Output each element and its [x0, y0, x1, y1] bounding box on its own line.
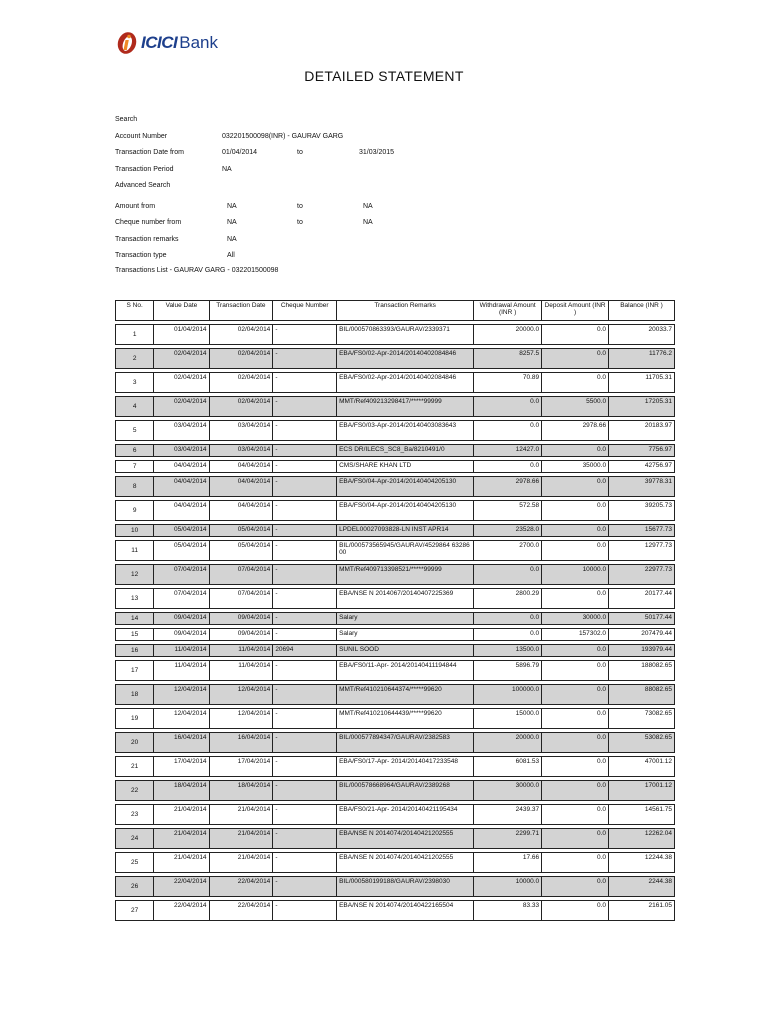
table-row	[115, 540, 675, 561]
cell-cheque-number: -	[273, 708, 337, 729]
table-row	[115, 476, 675, 497]
cell-sno: 18	[115, 684, 154, 705]
cell-deposit: 0.0	[542, 708, 609, 729]
header-withdrawal: Withdrawal Amount (INR )	[474, 300, 542, 321]
table-row	[115, 644, 675, 657]
cell-sno: 22	[115, 780, 154, 801]
table-row	[115, 324, 675, 345]
cell-value-date: 04/04/2014	[154, 476, 209, 497]
cell-transaction-date: 22/04/2014	[210, 900, 274, 921]
cell-transaction-date: 02/04/2014	[210, 372, 274, 393]
cell-remarks: EBA/FS0/17-Apr- 2014/20140417233548	[337, 756, 474, 777]
table-row	[115, 372, 675, 393]
cell-sno: 3	[115, 372, 154, 393]
cell-cheque-number: -	[273, 660, 337, 681]
cell-remarks: BIL/000578668964/GAURAV/2389268	[337, 780, 474, 801]
cell-cheque-number: -	[273, 852, 337, 873]
table-row	[115, 564, 675, 585]
cell-balance: 20183.97	[609, 420, 675, 441]
cell-remarks: EBA/FS0/04-Apr-2014/20140404205130	[337, 476, 474, 497]
cell-deposit: 0.0	[542, 540, 609, 561]
cell-cheque-number: -	[273, 500, 337, 521]
cell-value-date: 02/04/2014	[154, 348, 209, 369]
cell-remarks: ECS DR/ILECS_SC8_Ba/8210491/0	[337, 444, 474, 457]
cell-transaction-date: 05/04/2014	[210, 524, 274, 537]
cell-remarks: Salary	[337, 628, 474, 641]
cell-balance: 39205.73	[609, 500, 675, 521]
cell-transaction-date: 03/04/2014	[210, 444, 274, 457]
cell-deposit: 0.0	[542, 324, 609, 345]
cell-transaction-date: 07/04/2014	[210, 564, 274, 585]
cell-transaction-date: 12/04/2014	[210, 708, 274, 729]
cell-remarks: EBA/FS0/02-Apr-2014/20140402084846	[337, 372, 474, 393]
cell-withdrawal: 2978.66	[474, 476, 542, 497]
icici-logo-icon	[116, 31, 138, 55]
table-row	[115, 876, 675, 897]
cell-sno: 8	[115, 476, 154, 497]
cell-sno: 13	[115, 588, 154, 609]
cell-cheque-number: 20694	[273, 644, 337, 657]
cell-deposit: 0.0	[542, 852, 609, 873]
cell-deposit: 0.0	[542, 684, 609, 705]
cell-balance: 50177.44	[609, 612, 675, 625]
cell-withdrawal: 0.0	[474, 420, 542, 441]
cell-cheque-number: -	[273, 460, 337, 473]
cell-transaction-date: 04/04/2014	[210, 476, 274, 497]
cell-value-date: 03/04/2014	[154, 444, 209, 457]
cell-withdrawal: 70.89	[474, 372, 542, 393]
cell-cheque-number: -	[273, 372, 337, 393]
bank-name: ICICI Bank	[141, 33, 218, 52]
cell-balance: 47001.12	[609, 756, 675, 777]
cell-transaction-date: 09/04/2014	[210, 628, 274, 641]
cell-deposit: 0.0	[542, 756, 609, 777]
cell-remarks: EBA/NSE N 2014067/20140407225369	[337, 588, 474, 609]
cell-sno: 9	[115, 500, 154, 521]
cell-withdrawal: 0.0	[474, 628, 542, 641]
cell-withdrawal: 13500.0	[474, 644, 542, 657]
cell-withdrawal: 23528.0	[474, 524, 542, 537]
cell-remarks: BIL/000573565945/GAURAV/4529864 6328600	[337, 540, 474, 561]
cell-remarks: EBA/FS0/04-Apr-2014/20140404205130	[337, 500, 474, 521]
cell-value-date: 12/04/2014	[154, 684, 209, 705]
table-row	[115, 708, 675, 729]
cell-transaction-date: 04/04/2014	[210, 500, 274, 521]
cell-withdrawal: 83.33	[474, 900, 542, 921]
cell-deposit: 0.0	[542, 804, 609, 825]
cell-withdrawal: 2700.0	[474, 540, 542, 561]
cell-deposit: 2978.66	[542, 420, 609, 441]
cell-balance: 53082.65	[609, 732, 675, 753]
table-row	[115, 684, 675, 705]
cell-withdrawal: 572.58	[474, 500, 542, 521]
cell-balance: 14561.75	[609, 804, 675, 825]
cell-withdrawal: 0.0	[474, 612, 542, 625]
table-row	[115, 612, 675, 625]
table-row	[115, 900, 675, 921]
cell-remarks: SUNIL SOOD	[337, 644, 474, 657]
cell-deposit: 157302.0	[542, 628, 609, 641]
cell-cheque-number: -	[273, 348, 337, 369]
header-transaction-remarks: Transaction Remarks	[337, 300, 474, 321]
cell-balance: 20033.7	[609, 324, 675, 345]
cell-remarks: EBA/NSE N 2014074/20140422165504	[337, 900, 474, 921]
header-value-date: Value Date	[154, 300, 209, 321]
cell-remarks: MMT/Ref410210644439/*****99620	[337, 708, 474, 729]
cell-value-date: 07/04/2014	[154, 588, 209, 609]
cell-cheque-number: -	[273, 396, 337, 417]
cell-sno: 4	[115, 396, 154, 417]
cell-value-date: 05/04/2014	[154, 540, 209, 561]
cell-remarks: EBA/FS0/11-Apr- 2014/20140411194844	[337, 660, 474, 681]
cell-transaction-date: 05/04/2014	[210, 540, 274, 561]
cell-value-date: 21/04/2014	[154, 804, 209, 825]
cell-sno: 24	[115, 828, 154, 849]
table-row	[115, 500, 675, 521]
cell-value-date: 09/04/2014	[154, 628, 209, 641]
cell-sno: 1	[115, 324, 154, 345]
table-row	[115, 852, 675, 873]
table-row	[115, 780, 675, 801]
cell-remarks: MMT/Ref409213298417/*****99999	[337, 396, 474, 417]
cell-remarks: EBA/FS0/03-Apr-2014/20140403083643	[337, 420, 474, 441]
transactions-body	[115, 324, 675, 921]
cell-sno: 26	[115, 876, 154, 897]
cell-value-date: 07/04/2014	[154, 564, 209, 585]
cell-balance: 15677.73	[609, 524, 675, 537]
table-row	[115, 348, 675, 369]
cell-balance: 20177.44	[609, 588, 675, 609]
cell-deposit: 0.0	[542, 500, 609, 521]
cell-balance: 17001.12	[609, 780, 675, 801]
table-row	[115, 804, 675, 825]
cell-deposit: 0.0	[542, 644, 609, 657]
cell-deposit: 0.0	[542, 828, 609, 849]
cell-value-date: 18/04/2014	[154, 780, 209, 801]
table-row	[115, 396, 675, 417]
table-header-row	[115, 300, 675, 321]
table-row	[115, 460, 675, 473]
cell-remarks: EBA/FS0/02-Apr-2014/20140402084846	[337, 348, 474, 369]
cell-transaction-date: 17/04/2014	[210, 756, 274, 777]
cell-withdrawal: 5896.79	[474, 660, 542, 681]
table-row	[115, 828, 675, 849]
cell-transaction-date: 16/04/2014	[210, 732, 274, 753]
cell-deposit: 0.0	[542, 660, 609, 681]
cell-withdrawal: 10000.0	[474, 876, 542, 897]
table-row	[115, 444, 675, 457]
header-sno: S No.	[115, 300, 154, 321]
cell-sno: 6	[115, 444, 154, 457]
cell-value-date: 21/04/2014	[154, 828, 209, 849]
cell-withdrawal: 17.66	[474, 852, 542, 873]
cell-withdrawal: 0.0	[474, 396, 542, 417]
cell-transaction-date: 21/04/2014	[210, 852, 274, 873]
cell-balance: 12262.04	[609, 828, 675, 849]
table-row	[115, 660, 675, 681]
cell-value-date: 11/04/2014	[154, 660, 209, 681]
cell-cheque-number: -	[273, 828, 337, 849]
cell-value-date: 12/04/2014	[154, 708, 209, 729]
cell-transaction-date: 07/04/2014	[210, 588, 274, 609]
cell-deposit: 0.0	[542, 372, 609, 393]
cell-value-date: 17/04/2014	[154, 756, 209, 777]
cell-transaction-date: 03/04/2014	[210, 420, 274, 441]
cell-sno: 16	[115, 644, 154, 657]
cell-deposit: 0.0	[542, 444, 609, 457]
cell-value-date: 22/04/2014	[154, 900, 209, 921]
cell-remarks: LPDEL00027093828-LN INST APR14	[337, 524, 474, 537]
cell-cheque-number: -	[273, 612, 337, 625]
cell-balance: 7756.97	[609, 444, 675, 457]
cell-cheque-number: -	[273, 804, 337, 825]
bank-logo	[116, 28, 218, 58]
cell-transaction-date: 21/04/2014	[210, 828, 274, 849]
cell-withdrawal: 2800.29	[474, 588, 542, 609]
cell-balance: 12244.38	[609, 852, 675, 873]
cell-remarks: CMS/SHARE KHAN LTD	[337, 460, 474, 473]
cell-remarks: BIL/000570863393/GAURAV/2339371	[337, 324, 474, 345]
table-row	[115, 628, 675, 641]
cell-transaction-date: 11/04/2014	[210, 644, 274, 657]
cell-cheque-number: -	[273, 540, 337, 561]
cell-transaction-date: 12/04/2014	[210, 684, 274, 705]
cell-withdrawal: 0.0	[474, 564, 542, 585]
cell-balance: 88082.65	[609, 684, 675, 705]
cell-cheque-number: -	[273, 876, 337, 897]
cell-deposit: 0.0	[542, 876, 609, 897]
cell-withdrawal: 8257.5	[474, 348, 542, 369]
cell-deposit: 0.0	[542, 588, 609, 609]
cell-cheque-number: -	[273, 324, 337, 345]
cell-balance: 42756.97	[609, 460, 675, 473]
cell-sno: 21	[115, 756, 154, 777]
header-deposit: Deposit Amount (INR )	[542, 300, 609, 321]
cell-deposit: 0.0	[542, 524, 609, 537]
cell-sno: 2	[115, 348, 154, 369]
cell-balance: 17205.31	[609, 396, 675, 417]
cell-cheque-number: -	[273, 628, 337, 641]
cell-deposit: 0.0	[542, 476, 609, 497]
cell-transaction-date: 02/04/2014	[210, 348, 274, 369]
cell-remarks: EBA/NSE N 2014074/20140421202555	[337, 852, 474, 873]
cell-remarks: MMT/Ref410210644374/*****99620	[337, 684, 474, 705]
cell-remarks: BIL/000580199188/GAURAV/2398030	[337, 876, 474, 897]
cell-deposit: 35000.0	[542, 460, 609, 473]
cell-remarks: MMT/Ref409713398521/*****99999	[337, 564, 474, 585]
cell-cheque-number: -	[273, 444, 337, 457]
cell-deposit: 10000.0	[542, 564, 609, 585]
cell-withdrawal: 20000.0	[474, 732, 542, 753]
cell-balance: 2244.38	[609, 876, 675, 897]
cell-cheque-number: -	[273, 684, 337, 705]
cell-sno: 27	[115, 900, 154, 921]
cell-remarks: EBA/FS0/21-Apr- 2014/20140421195434	[337, 804, 474, 825]
cell-cheque-number: -	[273, 476, 337, 497]
cell-sno: 12	[115, 564, 154, 585]
cell-withdrawal: 0.0	[474, 460, 542, 473]
cell-withdrawal: 30000.0	[474, 780, 542, 801]
header-balance: Balance (INR )	[609, 300, 675, 321]
cell-sno: 7	[115, 460, 154, 473]
cell-cheque-number: -	[273, 756, 337, 777]
cell-sno: 14	[115, 612, 154, 625]
cell-value-date: 04/04/2014	[154, 460, 209, 473]
cell-cheque-number: -	[273, 588, 337, 609]
cell-value-date: 16/04/2014	[154, 732, 209, 753]
header-cheque-number: Cheque Number	[273, 300, 337, 321]
cell-balance: 73082.65	[609, 708, 675, 729]
table-row	[115, 420, 675, 441]
cell-balance: 11776.2	[609, 348, 675, 369]
cell-withdrawal: 2299.71	[474, 828, 542, 849]
cell-balance: 11705.31	[609, 372, 675, 393]
cell-transaction-date: 11/04/2014	[210, 660, 274, 681]
page-title: DETAILED STATEMENT	[304, 68, 464, 84]
cell-cheque-number: -	[273, 732, 337, 753]
cell-remarks: BIL/000577894347/GAURAV/2382583	[337, 732, 474, 753]
table-row	[115, 588, 675, 609]
cell-balance: 193979.44	[609, 644, 675, 657]
cell-withdrawal: 20000.0	[474, 324, 542, 345]
cell-value-date: 02/04/2014	[154, 396, 209, 417]
cell-sno: 10	[115, 524, 154, 537]
cell-value-date: 04/04/2014	[154, 500, 209, 521]
cell-balance: 2161.05	[609, 900, 675, 921]
cell-value-date: 09/04/2014	[154, 612, 209, 625]
cell-withdrawal: 100000.0	[474, 684, 542, 705]
transactions-table	[115, 297, 675, 924]
cell-deposit: 30000.0	[542, 612, 609, 625]
cell-transaction-date: 04/04/2014	[210, 460, 274, 473]
cell-value-date: 21/04/2014	[154, 852, 209, 873]
cell-sno: 23	[115, 804, 154, 825]
cell-balance: 39778.31	[609, 476, 675, 497]
cell-deposit: 0.0	[542, 348, 609, 369]
cell-value-date: 05/04/2014	[154, 524, 209, 537]
cell-balance: 22977.73	[609, 564, 675, 585]
table-row	[115, 732, 675, 753]
cell-remarks: Salary	[337, 612, 474, 625]
cell-withdrawal: 2439.37	[474, 804, 542, 825]
cell-cheque-number: -	[273, 900, 337, 921]
cell-deposit: 0.0	[542, 900, 609, 921]
cell-value-date: 22/04/2014	[154, 876, 209, 897]
cell-sno: 5	[115, 420, 154, 441]
cell-transaction-date: 21/04/2014	[210, 804, 274, 825]
cell-transaction-date: 02/04/2014	[210, 396, 274, 417]
header-transaction-date: Transaction Date	[210, 300, 274, 321]
cell-deposit: 0.0	[542, 780, 609, 801]
cell-withdrawal: 15000.0	[474, 708, 542, 729]
cell-sno: 17	[115, 660, 154, 681]
cell-balance: 207479.44	[609, 628, 675, 641]
cell-sno: 19	[115, 708, 154, 729]
cell-value-date: 02/04/2014	[154, 372, 209, 393]
cell-transaction-date: 09/04/2014	[210, 612, 274, 625]
cell-balance: 12977.73	[609, 540, 675, 561]
cell-cheque-number: -	[273, 420, 337, 441]
cell-deposit: 5500.0	[542, 396, 609, 417]
cell-cheque-number: -	[273, 524, 337, 537]
cell-remarks: EBA/NSE N 2014074/20140421202555	[337, 828, 474, 849]
cell-transaction-date: 22/04/2014	[210, 876, 274, 897]
table-row	[115, 524, 675, 537]
cell-value-date: 03/04/2014	[154, 420, 209, 441]
cell-value-date: 01/04/2014	[154, 324, 209, 345]
cell-cheque-number: -	[273, 564, 337, 585]
cell-value-date: 11/04/2014	[154, 644, 209, 657]
cell-sno: 20	[115, 732, 154, 753]
cell-transaction-date: 02/04/2014	[210, 324, 274, 345]
cell-sno: 25	[115, 852, 154, 873]
cell-transaction-date: 18/04/2014	[210, 780, 274, 801]
cell-balance: 188082.65	[609, 660, 675, 681]
cell-cheque-number: -	[273, 780, 337, 801]
cell-sno: 15	[115, 628, 154, 641]
cell-sno: 11	[115, 540, 154, 561]
cell-withdrawal: 6081.53	[474, 756, 542, 777]
cell-withdrawal: 12427.0	[474, 444, 542, 457]
table-row	[115, 756, 675, 777]
cell-deposit: 0.0	[542, 732, 609, 753]
